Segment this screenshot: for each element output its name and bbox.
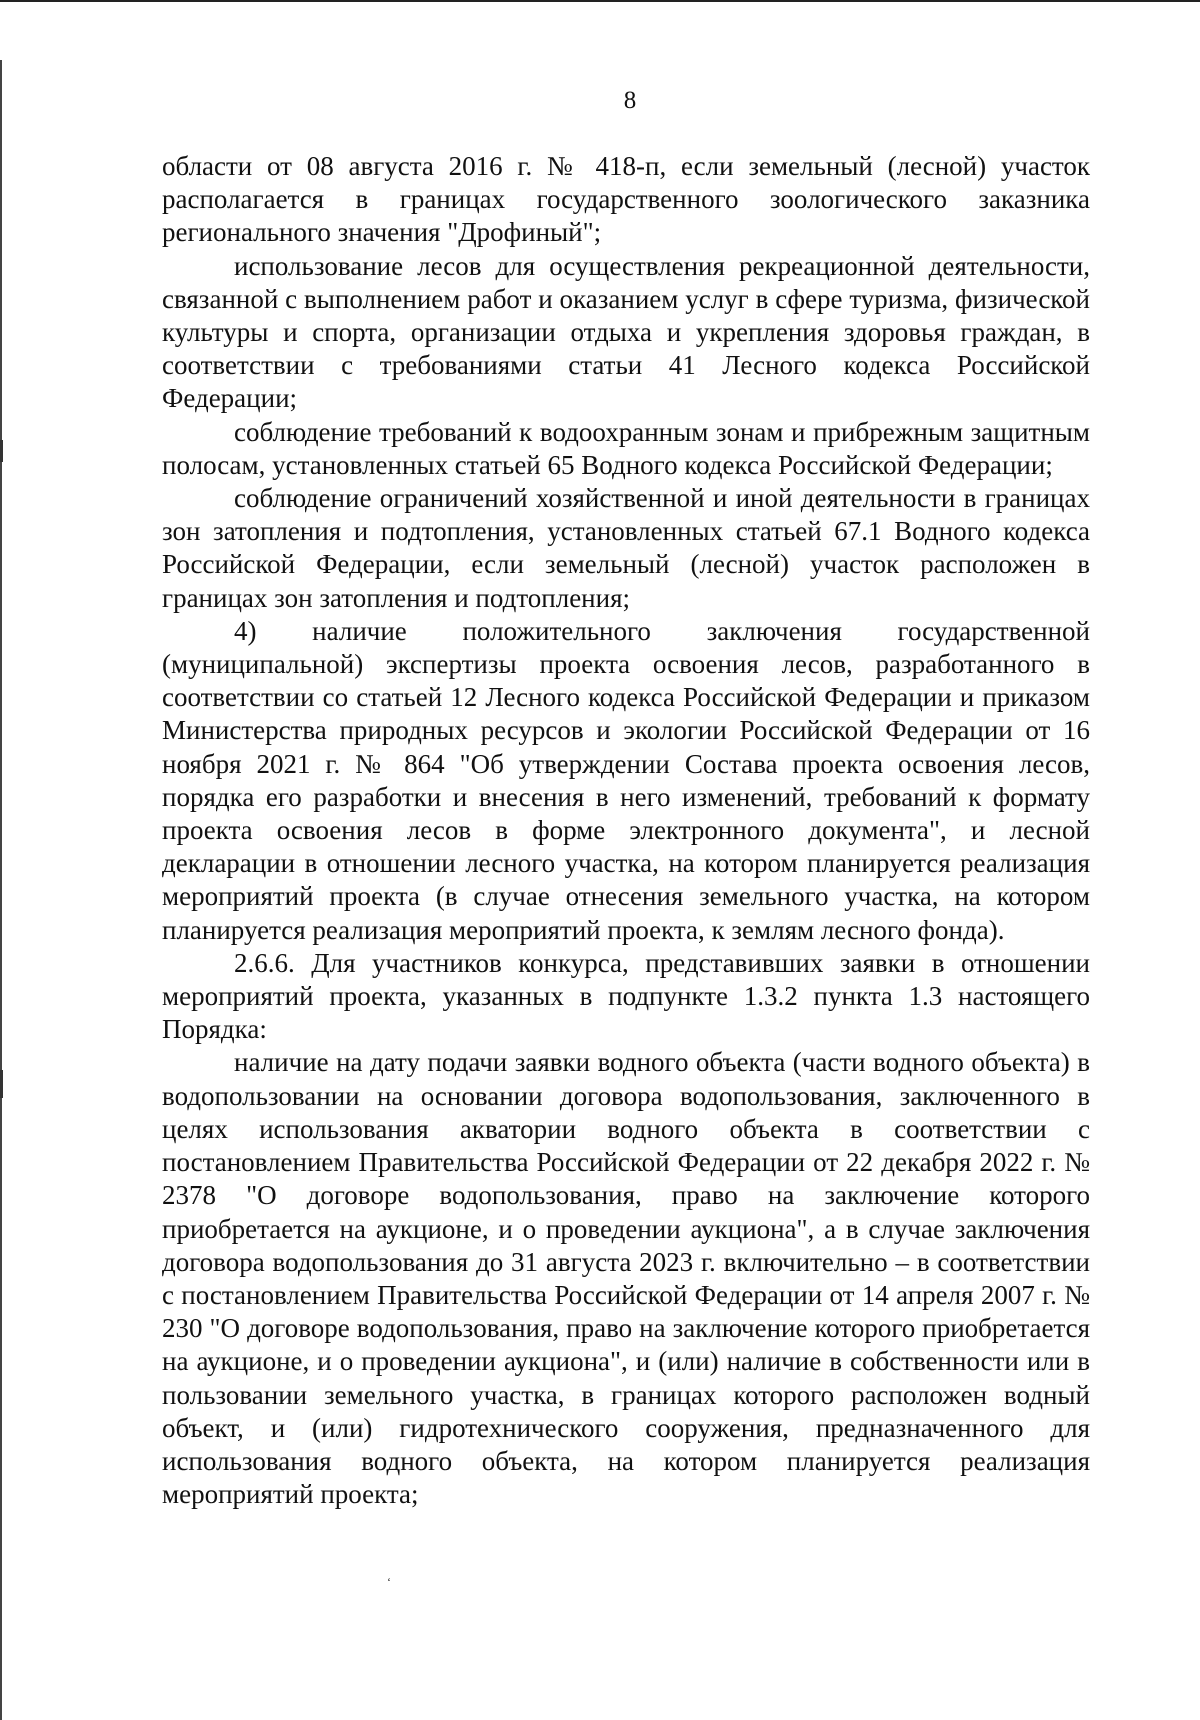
scan-left-edge [0,60,2,1720]
paragraph: наличие на дату подачи заявки водного объекта (части водного объекта) в водопользовании на основании договора водопользования, заключенного в целях использования акватории водного объекта в соответствии с постановлением Правительства Российской Федерации от 22 декабря 2022 г. № 2378 "О договоре водопользования, право на заключение которого приобретается на аукционе, и о проведении аукциона", а в случае заключения договора водопользования до 31 августа 2023 г. включительно – в соответствии с постановлением Правительства Российской Федерации от 14 апреля 2007 г. № 230 "О договоре водопользования, право на заключение которого приобретается на аукционе, и о проведении аукциона", и (или) наличие в собственности или в пользовании земельного участка, в границах которого расположен водный объект, и (или) гидротехнического сооружения, предназначенного для использования водного объекта, на котором планируется реализация мероприятий проекта; [162,1047,1090,1510]
paragraph: использование лесов для осуществления рекреационной деятельности, связанной с выполнением работ и оказанием услуг в сфере туризма, физической культуры и спорта, организации отдыха и укрепления здоровья граждан, в соответствии с требованиями статьи 41 Лесного кодекса Российской Федерации; [162,250,1090,414]
document-body [162,150,1090,1511]
paragraph: соблюдение требований к водоохранным зонам и прибрежным защитным полосам, установленных статьей 65 Водного кодекса Российской Федерации; [162,416,1090,480]
page-number: 8 [623,87,637,114]
scan-top-edge [0,0,1200,2]
paragraph: 4) наличие положительного заключения государственной (муниципальной) экспертизы проекта освоения лесов, разработанного в соответствии со статьей 12 Лесного кодекса Российской Федерации и приказом Министерства природных ресурсов и экологии Российской Федерации от 16 ноября 2021 г. № 864 "Об утверждении Состава проекта освоения лесов, порядка его разработки и внесения в него изменений, требований к формату проекта освоения лесов в форме электронного документа", и лесной декларации в отношении лесного участка, на котором планируется реализация мероприятий проекта (в случае отнесения земельного участка, на котором планируется реализация мероприятий проекта, к землям лесного фонда). [162,615,1090,945]
paragraph: области от 08 августа 2016 г. № 418-п, если земельный (лесной) участок располагается в границах государственного зоологического заказника регионального значения "Дрофиный"; [162,151,1090,248]
paragraph: соблюдение ограничений хозяйственной и иной деятельности в границах зон затопления и подтопления, установленных статьей 67.1 Водного кодекса Российской Федерации, если земельный (лесной) участок расположен в границах зон затопления и подтопления; [162,483,1090,613]
stray-scan-mark: ‘ [387,1575,391,1589]
scan-margin-mark [0,1070,3,1098]
scan-margin-mark [0,440,3,462]
paragraph: 2.6.6. Для участников конкурса, представивших заявки в отношении мероприятий проекта, указанных в подпункте 1.3.2 пункта 1.3 настоящего Порядка: [162,947,1090,1045]
